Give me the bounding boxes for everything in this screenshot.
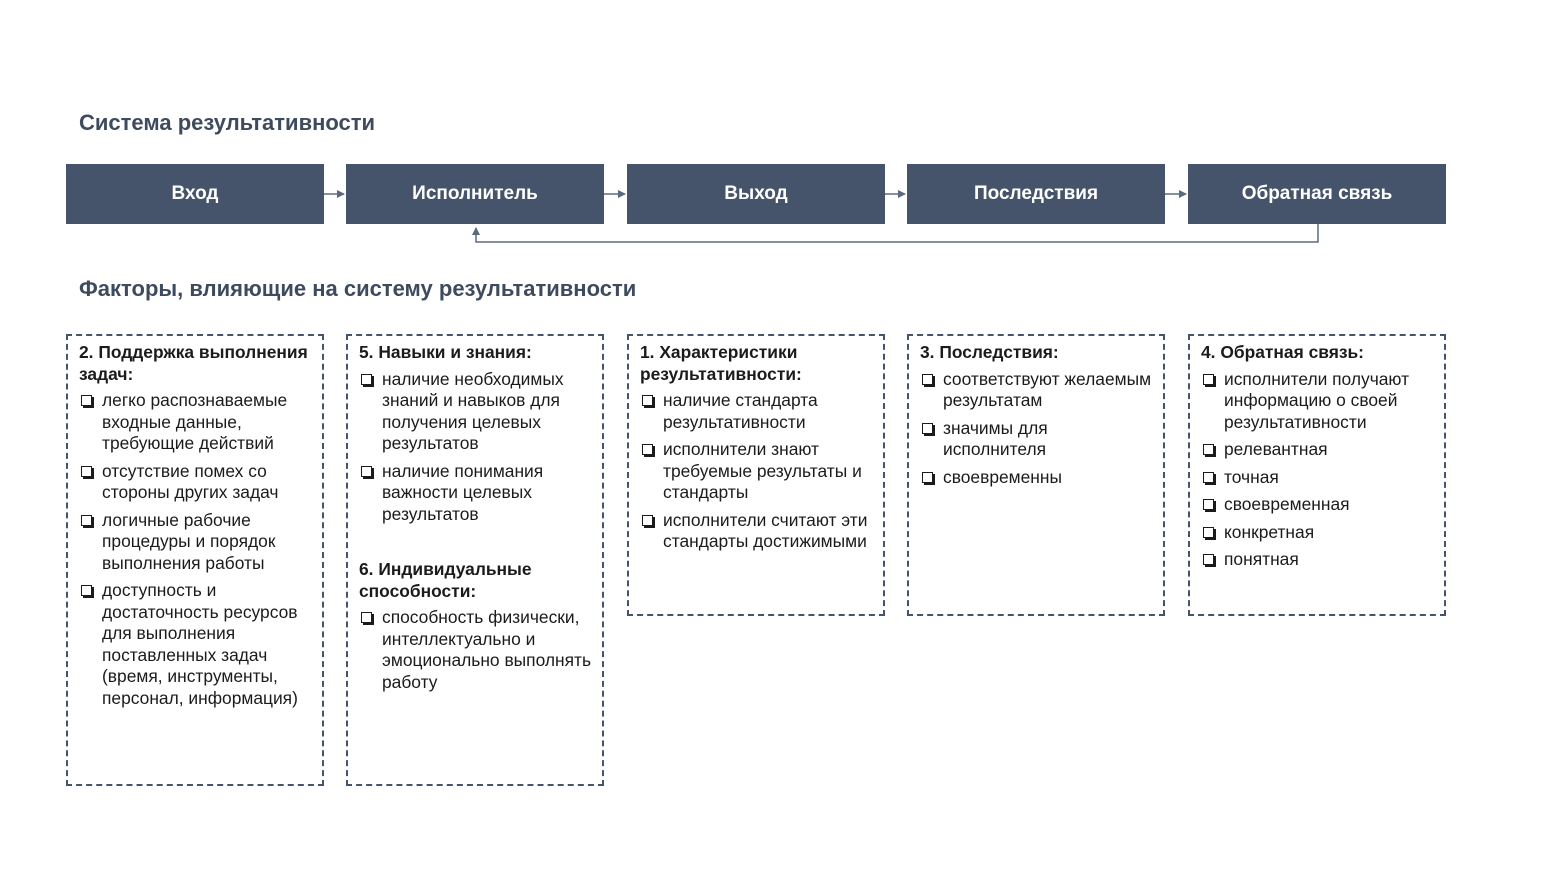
checkbox-icon xyxy=(642,395,653,406)
list-item xyxy=(1201,467,1436,489)
list-item xyxy=(640,439,875,504)
item-text: конкретная xyxy=(1224,521,1315,542)
factor-title: 3. Последствия: xyxy=(920,342,1059,362)
checkbox-icon xyxy=(1203,527,1214,538)
item-text: наличие необходимых знаний и навыков для получения целевых результатов xyxy=(382,368,564,453)
factor-title: 4. Обратная связь: xyxy=(1201,342,1364,362)
list-item xyxy=(1201,549,1436,571)
factor-box-consequences xyxy=(907,334,1165,616)
item-text: логичные рабочие процедуры и порядок выполнения работы xyxy=(102,509,276,573)
checkbox-icon xyxy=(642,444,653,455)
factor-title: 6. Индивидуальные способности: xyxy=(359,559,532,601)
list-item xyxy=(1201,369,1436,434)
list-item xyxy=(359,461,594,526)
factor-box-task-support xyxy=(66,334,324,786)
list-item xyxy=(920,467,1155,489)
factor-list xyxy=(79,390,314,709)
checkbox-icon xyxy=(81,515,92,526)
item-text: способность физически, интеллектуально и эмоционально выполнять работу xyxy=(382,607,592,692)
list-item xyxy=(79,580,314,709)
factor-box-skills xyxy=(346,334,604,786)
list-item xyxy=(920,369,1155,412)
checkbox-icon xyxy=(1203,499,1214,510)
item-text: релевантная xyxy=(1224,439,1328,459)
item-text: понятная xyxy=(1224,549,1299,569)
list-item xyxy=(920,418,1155,461)
item-text: отсутствие помех со стороны других задач xyxy=(102,460,279,502)
checkbox-icon xyxy=(1203,472,1214,483)
item-text: легко распознаваемые входные данные, требующие действий xyxy=(102,390,288,453)
item-text: значимы для исполнителя xyxy=(943,417,1048,459)
factor-title: 2. Поддержка выполнения задач: xyxy=(79,342,308,384)
step-input: Вход xyxy=(66,164,324,224)
item-text: точная xyxy=(1224,466,1279,487)
arrow-feedback-loop xyxy=(476,224,1318,242)
item-text: исполнители знают требуемые результаты и стандарты xyxy=(663,439,862,502)
item-text: соответствуют желаемым результатам xyxy=(943,368,1152,410)
item-text: исполнители считают эти стандарты достижимыми xyxy=(663,509,868,551)
checkbox-icon xyxy=(922,374,933,385)
factor-title: 1. Характеристики результативности: xyxy=(640,342,802,384)
list-item xyxy=(79,510,314,575)
factor-list xyxy=(920,369,1155,489)
factor-list xyxy=(1201,369,1436,571)
list-item xyxy=(79,390,314,455)
checkbox-icon xyxy=(642,515,653,526)
factor-box-performance-characteristics xyxy=(627,334,885,616)
list-item xyxy=(79,461,314,504)
checkbox-icon xyxy=(81,585,92,596)
checkbox-icon xyxy=(922,423,933,434)
checkbox-icon xyxy=(1203,444,1214,455)
list-item xyxy=(1201,439,1436,461)
item-text: исполнители получают информацию о своей результативности xyxy=(1224,368,1410,432)
step-performer: Исполнитель xyxy=(346,164,604,224)
checkbox-icon xyxy=(361,612,372,623)
checkbox-icon xyxy=(361,466,372,477)
factors-title: Факторы, влияющие на систему результативности xyxy=(79,276,637,301)
step-output: Выход xyxy=(627,164,885,224)
list-item xyxy=(640,510,875,553)
list-item xyxy=(1201,522,1436,544)
list-item xyxy=(1201,494,1436,516)
system-title: Система результативности xyxy=(79,110,376,135)
checkbox-icon xyxy=(81,466,92,477)
step-consequences: Последствия xyxy=(907,164,1165,224)
checkbox-icon xyxy=(922,472,933,483)
item-text: своевременная xyxy=(1224,494,1350,514)
checkbox-icon xyxy=(1203,554,1214,565)
item-text: наличие стандарта результативности xyxy=(663,390,818,432)
item-text: доступность и достаточность ресурсов для выполнения поставленных задач (время, инструменты, персонал, информация) xyxy=(102,580,298,708)
factor-list xyxy=(359,607,594,693)
checkbox-icon xyxy=(1203,374,1214,385)
checkbox-icon xyxy=(361,374,372,385)
factor-box-feedback xyxy=(1188,334,1446,616)
item-text: своевременны xyxy=(943,466,1063,487)
step-feedback: Обратная связь xyxy=(1188,164,1446,224)
list-item xyxy=(359,607,594,693)
list-item xyxy=(359,369,594,455)
factor-list xyxy=(640,390,875,553)
item-text: наличие понимания важности целевых результатов xyxy=(382,460,544,524)
factor-title: 5. Навыки и знания: xyxy=(359,342,532,362)
factor-list xyxy=(359,369,594,526)
list-item xyxy=(640,390,875,433)
checkbox-icon xyxy=(81,395,92,406)
